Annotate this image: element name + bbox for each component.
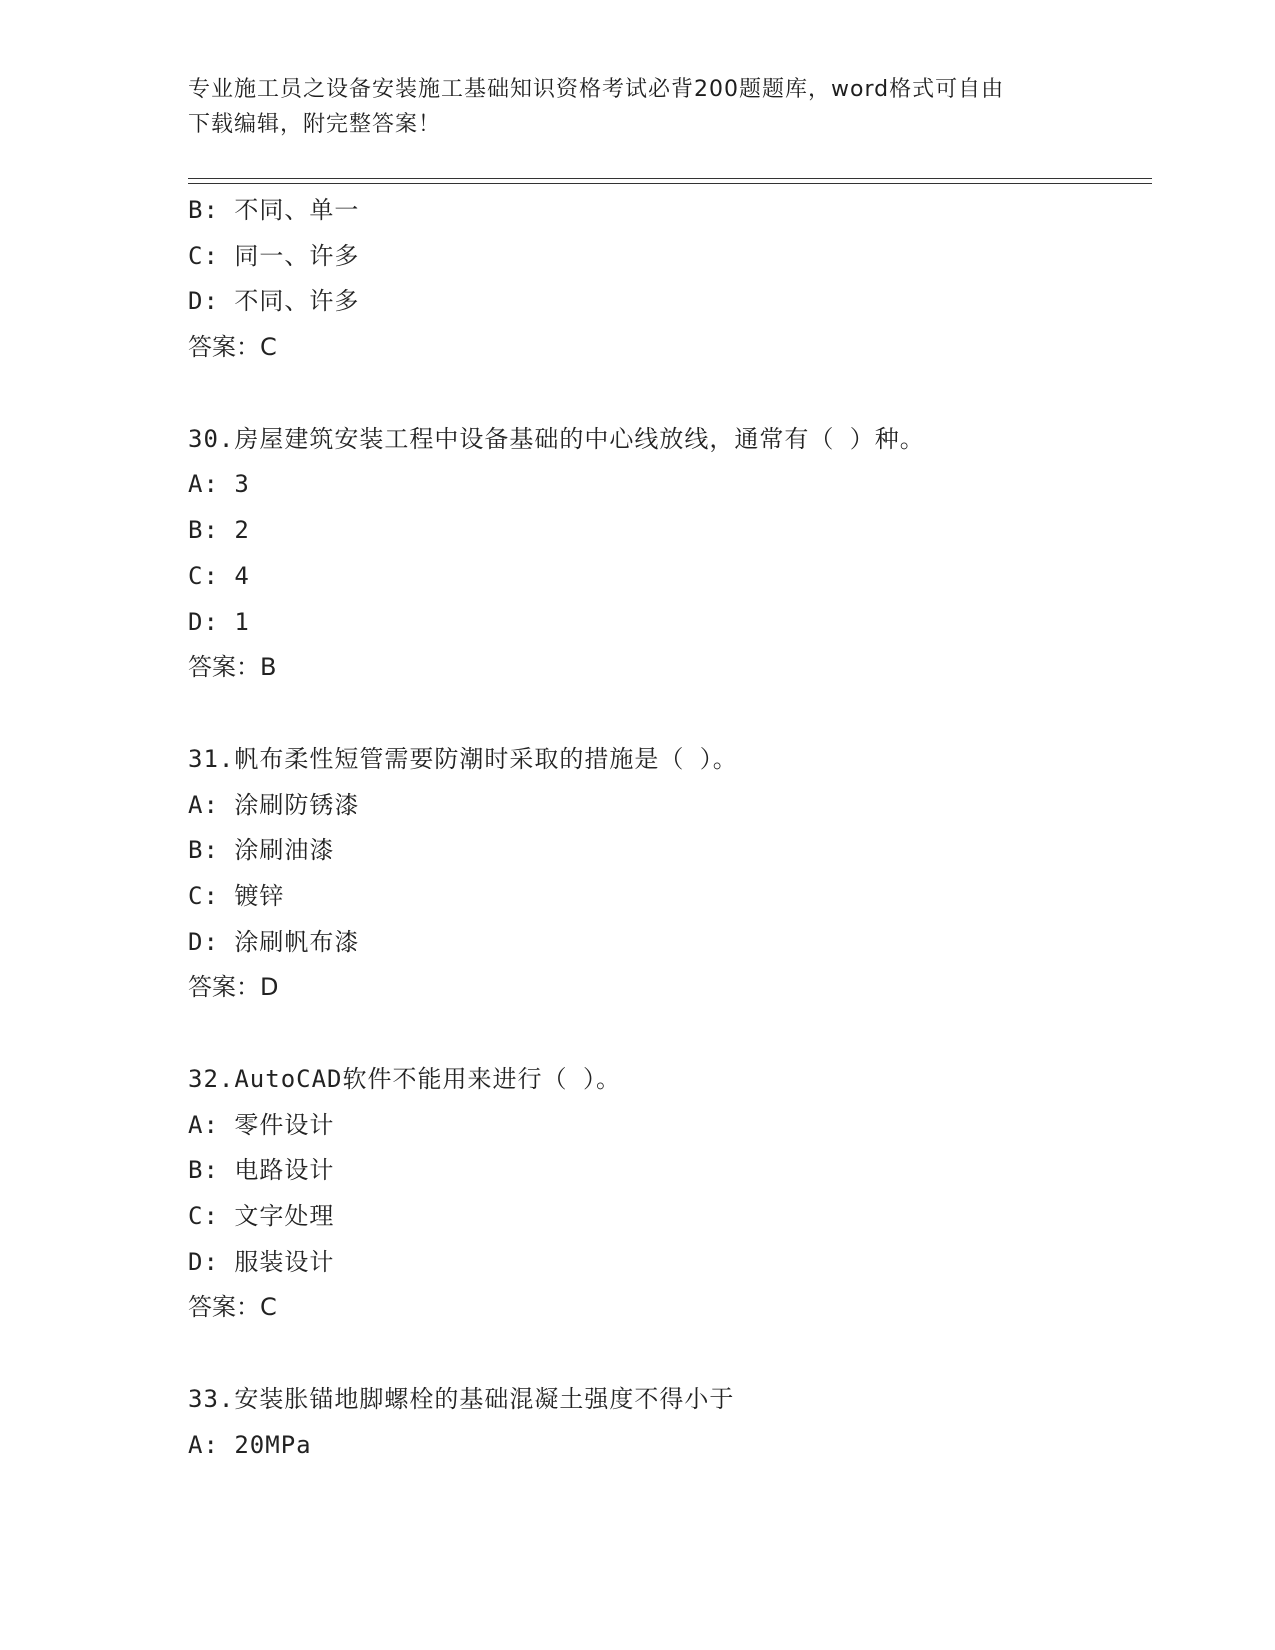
option-d: D: 涂刷帆布漆 <box>188 927 360 956</box>
header-line-1: 专业施工员之设备安装施工基础知识资格考试必背200题题库，word格式可自由 <box>188 77 1005 102</box>
answer-text: 答案：C <box>188 333 277 362</box>
option-a: A: 零件设计 <box>188 1110 335 1139</box>
question-text: 30.房屋建筑安装工程中设备基础的中心线放线，通常有（ ）种。 <box>188 424 925 453</box>
option-b: B: 2 <box>188 516 250 545</box>
option-b: B: 不同、单一 <box>188 196 360 224</box>
option-c: C: 镀锌 <box>188 881 285 910</box>
answer-text: 答案：C <box>188 1293 277 1322</box>
header-line-2: 下载编辑，附完整答案！ <box>188 112 442 137</box>
document-header <box>188 72 1088 142</box>
answer-text: 答案：D <box>188 973 279 1002</box>
option-d: D: 1 <box>188 607 250 636</box>
question-block-31 <box>188 737 1152 1011</box>
answer-text: 答案：B <box>188 653 277 682</box>
question-block-32 <box>188 1057 1152 1331</box>
question-block-33 <box>188 1377 1152 1468</box>
option-a: A: 20MPa <box>188 1430 312 1459</box>
question-text: 32.AutoCAD软件不能用来进行（ ）。 <box>188 1065 621 1093</box>
option-d: D: 不同、许多 <box>188 287 360 316</box>
option-d: D: 服装设计 <box>188 1247 335 1276</box>
option-a: A: 涂刷防锈漆 <box>188 790 360 819</box>
header-rule-bottom <box>188 183 1152 184</box>
option-c: C: 4 <box>188 561 250 590</box>
option-a: A: 3 <box>188 470 250 499</box>
option-c: C: 同一、许多 <box>188 241 360 270</box>
question-text: 33.安装胀锚地脚螺栓的基础混凝土强度不得小于 <box>188 1385 735 1414</box>
option-b: B: 涂刷油漆 <box>188 836 335 865</box>
option-c: C: 文字处理 <box>188 1202 335 1231</box>
question-block-29 <box>188 188 1152 371</box>
option-b: B: 电路设计 <box>188 1156 335 1185</box>
question-list <box>188 188 1152 1469</box>
question-text: 31.帆布柔性短管需要防潮时采取的措施是（ ）。 <box>188 744 738 773</box>
question-block-30 <box>188 417 1152 691</box>
header-rule-top <box>188 178 1152 179</box>
